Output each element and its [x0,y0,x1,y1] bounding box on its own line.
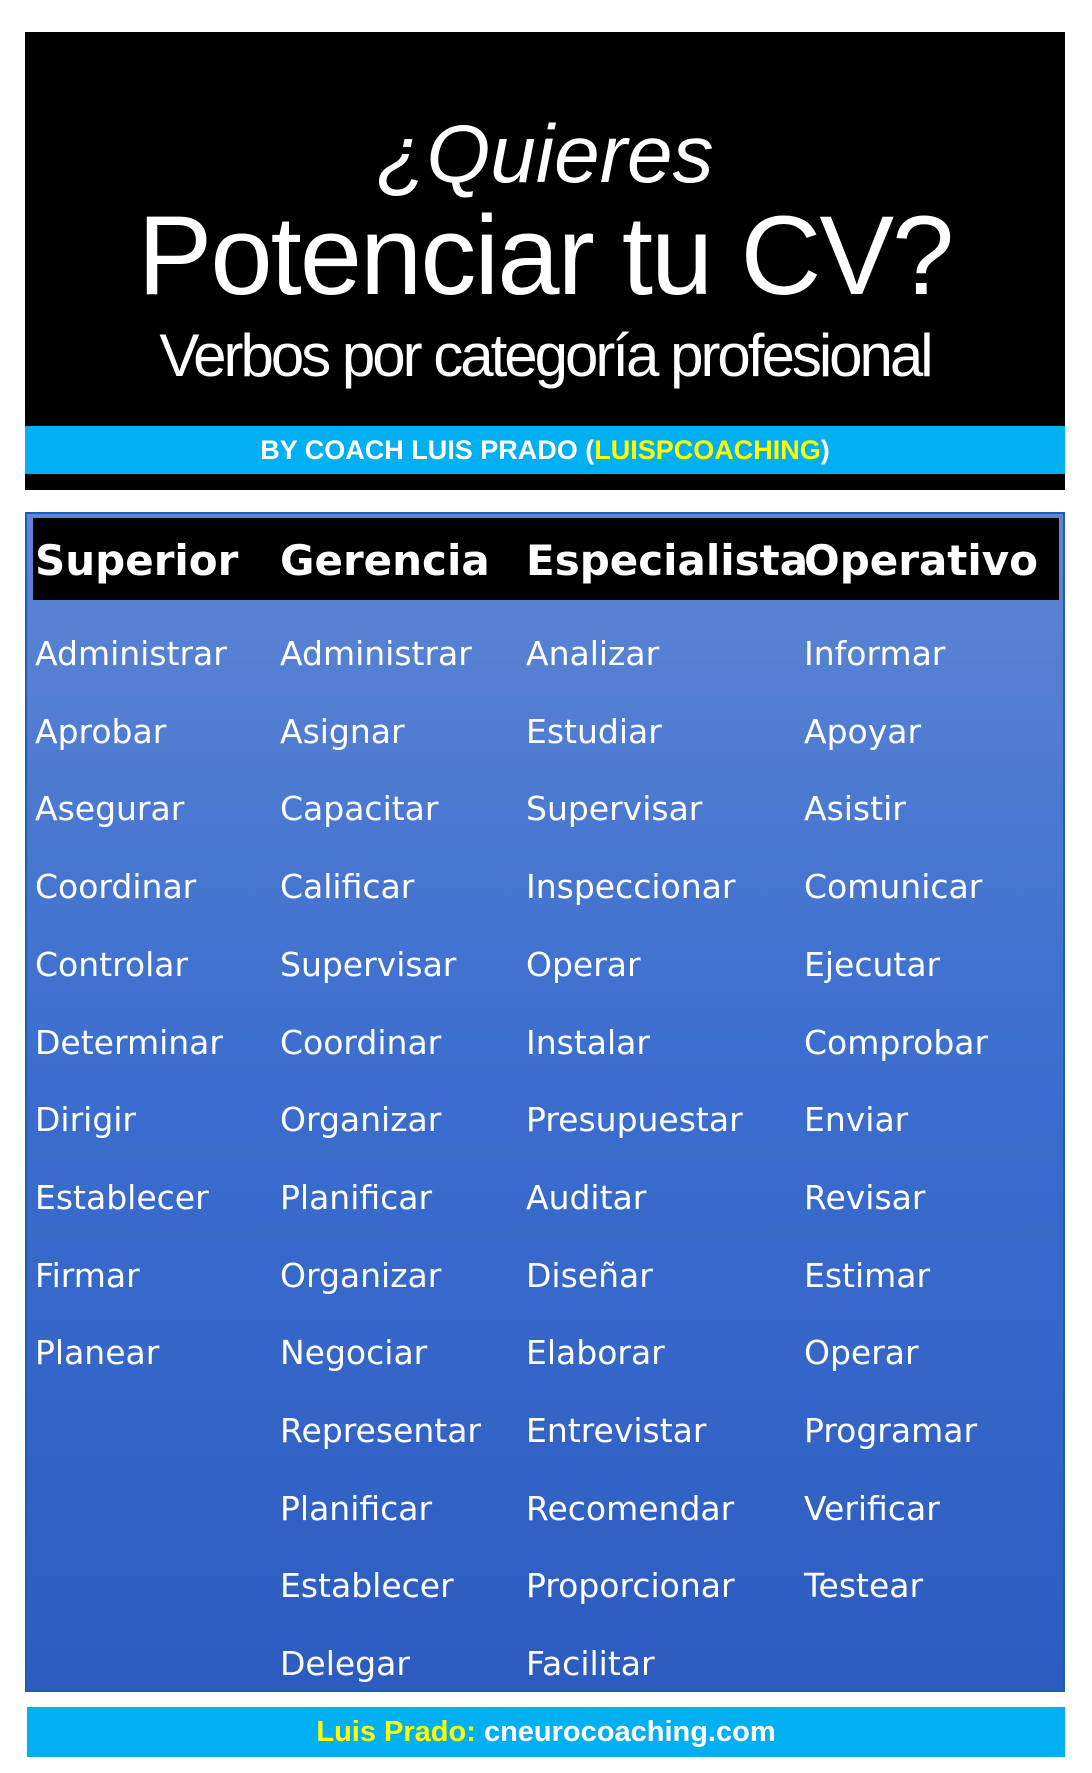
title-banner [25,32,1065,490]
page-title: Potenciar tu CV? [137,193,953,318]
table-cell: Planificar [280,1178,433,1217]
table-cell: Firmar [35,1256,140,1295]
table-cell: Apoyar [804,712,922,751]
table-cell: Asegurar [35,789,185,828]
question-text: ¿Quieres [376,109,714,200]
table-cell: Comprobar [804,1023,989,1062]
table-cell: Planificar [280,1489,433,1528]
table-cell: Verificar [804,1489,940,1528]
footer-site: cneurocoaching.com [475,1716,776,1748]
table-cell: Administrar [280,634,472,673]
verbs-table [25,512,1065,1692]
table-cell: Enviar [804,1100,909,1139]
table-cell: Controlar [35,945,189,984]
table-cell: Asistir [804,789,906,828]
table-header-row [33,518,1059,600]
footer-name: Luis Prado: [316,1716,476,1748]
page-subtitle: Verbos por categoría profesional [159,322,931,389]
table-cell: Instalar [526,1023,650,1062]
table-cell: Supervisar [526,789,703,828]
table-cell: Revisar [804,1178,926,1217]
table-cell: Entrevistar [526,1411,707,1450]
header-operativo: Operativo [804,536,1039,585]
table-cell: Supervisar [280,945,457,984]
table-cell: Representar [280,1411,481,1450]
table-cell: Comunicar [804,867,983,906]
table-cell: Calificar [280,867,415,906]
table-cell: Asignar [280,712,405,751]
table-cell: Recomendar [526,1489,735,1528]
table-cell: Dirigir [35,1100,136,1139]
table-cell: Capacitar [280,789,439,828]
table-cell: Proporcionar [526,1566,735,1605]
footer-banner [27,1707,1065,1757]
table-cell: Establecer [35,1178,209,1217]
table-cell: Diseñar [526,1256,653,1295]
table-cell: Organizar [280,1100,442,1139]
table-cell: Elaborar [526,1333,665,1372]
table-cell: Programar [804,1411,978,1450]
table-cell: Inspeccionar [526,867,736,906]
table-cell: Establecer [280,1566,454,1605]
table-cell: Organizar [280,1256,442,1295]
header-gerencia: Gerencia [280,536,490,585]
table-cell: Estudiar [526,712,662,751]
table-cell: Administrar [35,634,227,673]
table-cell: Informar [804,634,946,673]
byline-brand: LUISPCOACHING [594,435,821,465]
byline-suffix: ) [820,435,830,465]
table-cell: Testear [804,1566,924,1605]
table-cell: Negociar [280,1333,428,1372]
byline-prefix: BY COACH LUIS PRADO ( [260,435,595,465]
table-cell: Coordinar [280,1023,442,1062]
table-cell: Ejecutar [804,945,941,984]
table-cell: Estimar [804,1256,931,1295]
table-cell: Aprobar [35,712,167,751]
table-cell: Delegar [280,1644,410,1683]
header-especialista: Especialista [526,536,809,585]
table-cell: Operar [804,1333,919,1372]
table-cell: Auditar [526,1178,647,1217]
table-cell: Planear [35,1333,160,1372]
table-cell: Coordinar [35,867,197,906]
table-cell: Analizar [526,634,660,673]
header-superior: Superior [35,536,239,585]
table-cell: Facilitar [526,1644,655,1683]
table-cell: Operar [526,945,641,984]
author-byline [25,426,1065,474]
table-cell: Determinar [35,1023,223,1062]
table-cell: Presupuestar [526,1100,743,1139]
